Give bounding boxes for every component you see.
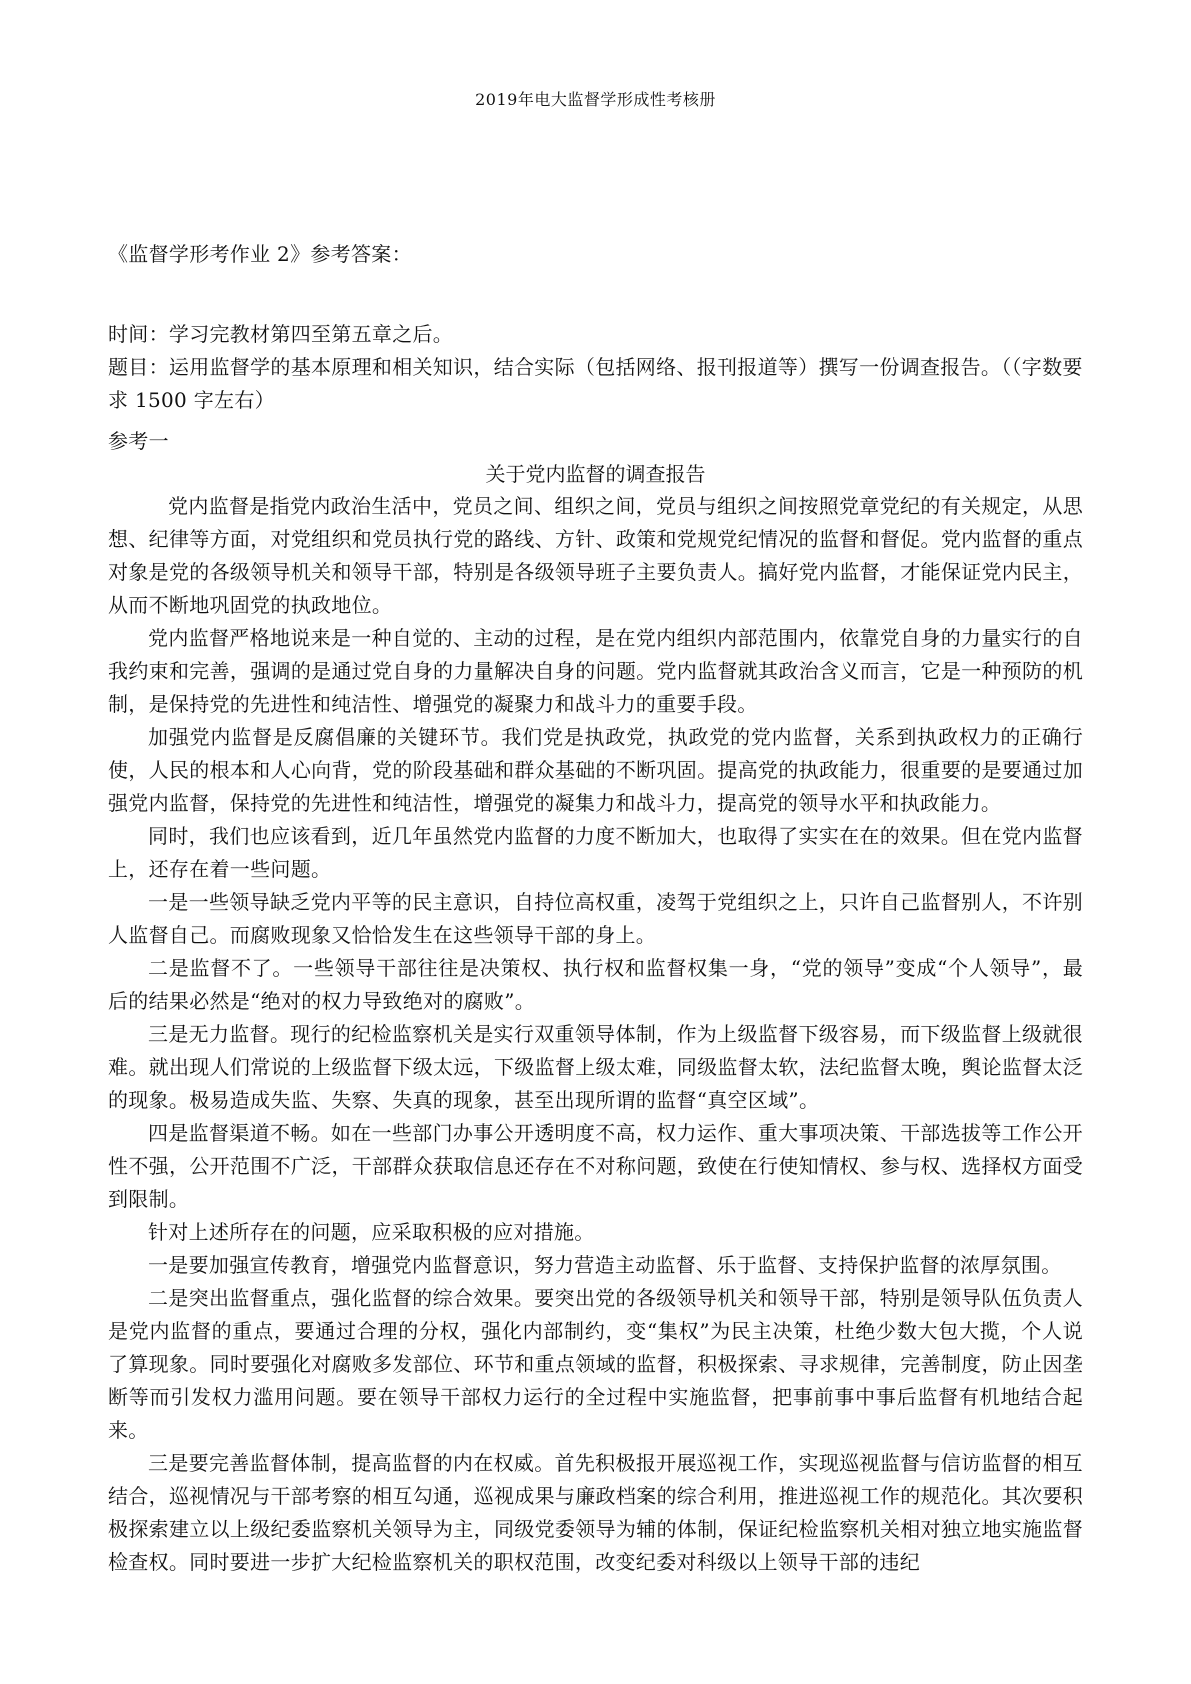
- essay-paragraph: 针对上述所存在的问题，应采取积极的应对措施。: [148, 1220, 595, 1244]
- essay-paragraph: 二是突出监督重点，强化监督的综合效果。要突出党的各级领导机关和领导干部，特别是领导队伍负责人是党内监督的重点，要通过合理的分权，强化内部制约，变“集权”为民主决策，杜绝少数大包大揽，个人说了算现象。同时要强化对腐败多发部位、环节和重点领域的监督，积极探索、寻求规律，完善制度，防止因垄断等而引发权力滥用问题。要在领导干部权力运行的全过程中实施监督，把事前事中事后监督有机地结合起来。: [108, 1286, 1083, 1442]
- essay-paragraph: 一是要加强宣传教育，增强党内监督意识，努力营造主动监督、乐于监督、支持保护监督的浓厚氛围。: [148, 1253, 1062, 1277]
- answer-title: 《监督学形考作业 2》参考答案：: [108, 242, 412, 266]
- essay-paragraph: 三是无力监督。现行的纪检监察机关是实行双重领导体制，作为上级监督下级容易，而下级监督上级就很难。就出现人们常说的上级监督下级太远，下级监督上级太难，同级监督太软，法纪监督太晚，舆论监督太泛的现象。极易造成失监、失察、失真的现象，甚至出现所谓的监督“真空区域”。: [108, 1022, 1083, 1112]
- essay-paragraph: 一是一些领导缺乏党内平等的民主意识，自持位高权重，凌驾于党组织之上，只许自己监督别人，不许别人监督自己。而腐败现象又恰恰发生在这些领导干部的身上。: [108, 890, 1083, 947]
- essay-title: 关于党内监督的调查报告: [485, 462, 706, 486]
- page-header: 2019年电大监督学形成性考核册: [475, 90, 716, 109]
- assignment-meta: [108, 318, 1083, 417]
- essay-paragraph: 二是监督不了。一些领导干部往往是决策权、执行权和监督权集一身，“党的领导”变成“个人领导”，最后的结果必然是“绝对的权力导致绝对的腐败”。: [108, 956, 1083, 1013]
- assignment-time: 时间：学习完教材第四至第五章之后。: [108, 322, 454, 346]
- essay-body: [108, 490, 1083, 1579]
- essay-paragraph: 四是监督渠道不畅。如在一些部门办事公开透明度不高，权力运作、重大事项决策、干部选拔等工作公开性不强，公开范围不广泛，干部群众获取信息还存在不对称问题，致使在行使知情权、参与权、选择权方面受到限制。: [108, 1121, 1083, 1211]
- essay-paragraph: 党内监督是指党内政治生活中，党员之间、组织之间，党员与组织之间按照党章党纪的有关规定，从思想、纪律等方面，对党组织和党员执行党的路线、方针、政策和党规党纪情况的监督和督促。党内监督的重点对象是党的各级领导机关和领导干部，特别是各级领导班子主要负责人。搞好党内监督，才能保证党内民主，从而不断地巩固党的执政地位。: [108, 494, 1083, 617]
- essay-paragraph: 三是要完善监督体制，提高监督的内在权威。首先积极报开展巡视工作，实现巡视监督与信访监督的相互结合，巡视情况与干部考察的相互勾通，巡视成果与廉政档案的综合利用，推进巡视工作的规范化。其次要积极探索建立以上级纪委监察机关领导为主，同级党委领导为辅的体制，保证纪检监察机关相对独立地实施监督检查权。同时要进一步扩大纪检监察机关的职权范围，改变纪委对科级以上领导干部的违纪: [108, 1451, 1083, 1574]
- assignment-topic: 题目：运用监督学的基本原理和相关知识，结合实际（包括网络、报刊报道等）撰写一份调查报告。（（字数要求 1500 字左右）: [108, 355, 1083, 412]
- essay-paragraph: 同时，我们也应该看到，近几年虽然党内监督的力度不断加大，也取得了实实在在的效果。但在党内监督上，还存在着一些问题。: [108, 824, 1083, 881]
- essay-paragraph: 加强党内监督是反腐倡廉的关键环节。我们党是执政党，执政党的党内监督，关系到执政权力的正确行使，人民的根本和人心向背，党的阶段基础和群众基础的不断巩固。提高党的执政能力，很重要的是要通过加强党内监督，保持党的先进性和纯洁性，增强党的凝集力和战斗力，提高党的领导水平和执政能力。: [108, 725, 1083, 815]
- reference-label: 参考一: [108, 429, 169, 453]
- essay-paragraph: 党内监督严格地说来是一种自觉的、主动的过程，是在党内组织内部范围内，依靠党自身的力量实行的自我约束和完善，强调的是通过党自身的力量解决自身的问题。党内监督就其政治含义而言，它是一种预防的机制，是保持党的先进性和纯洁性、增强党的凝聚力和战斗力的重要手段。: [108, 626, 1083, 716]
